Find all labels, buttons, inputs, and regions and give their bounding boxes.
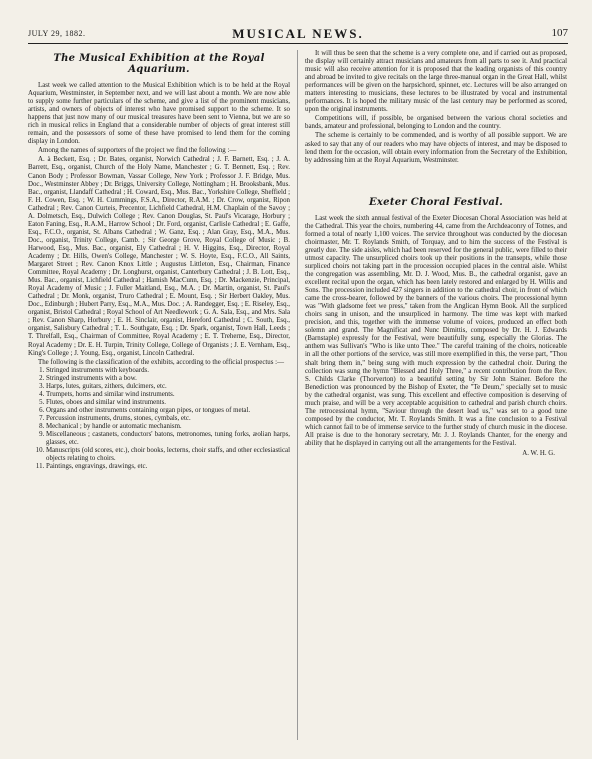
- list-item: 10. Manuscripts (old scores, etc.), choir books, lecterns, choir staffs, and other ecclesiastical objects relating to choirs.: [46, 447, 290, 463]
- exhibit-classification-list: [28, 367, 290, 472]
- paragraph: The scheme is certainly to be commended, and is worthy of all possible support. We are asked to say that any of our readers who may have objects of interest, and may be disposed to lend them for the occasion, will obtain every information from the Secretary of the Exhibition, by addressing him at the Royal Aquarium, Westminster.: [305, 132, 567, 164]
- author-signature: A. W. H. G.: [522, 450, 555, 458]
- paragraph: Last week we called attention to the Musical Exhibition which is to be held at the Royal Aquarium, Westminster, in September next, and we will last about a month. We are now able to supply some further particulars of the scheme, and give a list of the prominent musicians, artists, and owners of objects of interest who have promised support to the scheme. It so happens that just now many of our musical treasures have been sent to Vienna, but we are so rich in musical relics in England that a considerable number of objects of great interest still remain, and the possessors of some of these have promised to lend them for the coming display in London.: [28, 82, 290, 146]
- list-item: 7. Percussion instruments, drums, stones, cymbals, etc.: [46, 415, 290, 423]
- list-item: 9. Miscellaneous ; castanets, conductors' batons, metronomes, tuning forks, æolian harps, glasses, etc.: [46, 431, 290, 447]
- supporters-list: A. à Beckett, Esq. ; Dr. Bates, organist, Norwich Cathedral ; J. F. Barnett, Esq. ; J. A. Barrett, Esq., organist, Church of the Holy Name, Manchester ; G. T. Bennett, Esq. ; Rev. Canon Body ; Professor Bowman, Vassar College, New York ; Professor J. F. Bridge, Mus. Doc., Westminster Abbey ; Dr. Briggs, University College, Nottingham ; H. Brooksbank, Mus. Bac., organist, Llandaff Cathedral ; H. Coward, Esq., Mus. Bac., Yorkshire College, Sheffield ; F. H. Cowen, Esq. ; W. H. Cummings, F.S.A., Director, R.A.M. ; Dr. Crow, organist, Ripon Cathedral ; Rev. Canon Curteis, Precentor, Lichfield Cathedral, H.M. Chaplain of the Savoy ; A. Dolmetsch, Esq., Dulwich College ; Rev. Canon Douglas, St. Paul's Vicarage, Horbury ; Eaton Faning, Esq., R.A.M., Harrow School ; Dr. Ford, organist, Carlisle Cathedral ; E. Gaffe, Esq., F.C.O., organist, St. Albans Cathedral ; W. Ganz, Esq. ; Alan Gray, Esq., M.A., Mus. Doc., organist, Trinity College, Camb. ; Sir George Grove, Royal College of Music ; B. Harwood, Esq., Mus. Bac., organist, Ely Cathedral ; H. V. Higgins, Esq., Director, Royal Academy ; Dr. Hills, Owen's College, Manchester ; W. S. Hoyte, Esq., F.C.O., All Saints, Margaret Street ; Rev. Canon Knox Little ; Augustus Littleton, Esq., Chairman, Finance Committee, Royal Academy ; Dr. Longhurst, organist, Canterbury Cathedral ; J. B. Lott, Esq., Mus. Bac., organist, Lichfield Cathedral ; Hamish MacCunn, Esq. ; Dr. Mackenzie, Principal, Royal Academy of Music ; J. Fuller Maitland, Esq., M.A. ; Dr. Martin, organist, St. Paul's Cathedral ; Dr. Monk, organist, Truro Cathedral ; E. Mount, Esq. ; Sir Herbert Oakley, Mus. Doc., Edinburgh ; Hubert Parry, Esq., M.A., Mus. Doc. ; A. Randegger, Esq. ; E. Riseley, Esq., organist, Bristol Cathedral ; Royal School of Art Needlework ; G. A. Sala, Esq., and Mrs. Sala ; Rev. Canon Sharp, Horbury ; E. H. Sinclair, organist, Hereford Cathedral ; C. South, Esq., organist, Salisbury Cathedral ; T. L. Southgate, Esq. ; Dr. Spark, organist, Town Hall, Leeds ; T. Threlfall, Esq., Chairman of Committee, Royal Academy ; E. T. Treherne, Esq., Director, Royal Academy ; Dr. E. H. Turpin, Trinity College, College of Organists ; J. E. Vernham, Esq., King's College ; J. Young, Esq., organist, Lincoln Cathedral.: [28, 156, 290, 357]
- publication-title: MUSICAL NEWS.: [232, 26, 364, 41]
- paragraph: Among the names of supporters of the project we find the following :—: [38, 147, 237, 155]
- list-item: 4. Trumpets, horns and similar wind instruments.: [46, 391, 290, 399]
- article-heading-exhibition: The Musical Exhibition at the Royal Aquarium.: [53, 53, 265, 75]
- column-divider: [297, 50, 298, 740]
- paragraph: Competitions will, if possible, be organised between the various choral societies and bands, amateur and professional, belonging to London and the country.: [305, 115, 567, 131]
- paragraph: It will thus be seen that the scheme is a very complete one, and if carried out as proposed, the display will certainly attract musicians and amateurs from all parts to see it. And practical music will also receive attention for it is proposed that the leading organists of this country and abroad be invited to give recitals on the large three-manual organ in the Great Hall, whilst performances will be given on the harpsichord, spinnet, etc. Lectures will be also arranged on matters interesting to musicians, these lectures to be illustrated by vocal and instrumental performances. It is hoped the military music of the last century may be performed as scored, upon the original instruments.: [305, 50, 567, 114]
- page-header: [28, 26, 568, 42]
- festival-report: Last week the sixth annual festival of the Exeter Diocesan Choral Association was held at the Cathedral. This year the choirs, numbering 44, came from the Archdeaconry of Totnes, and formed a total of nearly 1,100 voices. The service throughout was conducted by the diocesan choirmaster, Mr. T. Roylands Smith, of Torquay, and to him the success of the Festival is greatly due. The side aisles, which had been reserved for the general public, were filled to their utmost capacity. The unsurpliced choirs took up their positions in the transepts, while those surpliced choirs not taking part in the procession occupied places in the central aisle. Whilst the congregation was assembling, Mr. D. J. Wood, Mus. B., the cathedral organist, gave an excellent recital upon the organ, which has been lately restored and enlarged by H. Willis and Sons. The procession included 427 singers in addition to the cathedral choir, in front of which came the cross-bearer, followed by the banners of the various choirs. The processional hymn was "With gladsome feet we press," taken from the Anglican Hymn Book. All the surpliced choirs sang in unison, and the unsurpliced in harmony. The time was kept with marked precision, and this, together with the immense volume of voices, produced an effect both solemn and grand. The Magnificat and Nunc Dimittis, composed by Dr. H. J. Edwards (Barnstaple) expressly for the Festival, were beautifully sung, especially the Glorias. The anthem was Sullivan's "Who is like unto Thee." The careful training of the choirs, noticeable in all the other portions of the service, was still more exemplified in this, the verse part, "Thou shalt bring them in," being sung with much expression by the cathedral choir. During the collection was sung the hymn "Blessed and Holy Three," a recent contribution from the Rev. S. Childs Clarke (Thorverton) to a beautiful setting by Sir John Stainer. Before the Benediction was pronounced by the Bishop of Exeter, the "Te Deum," specially set to music by the cathedral organist, was sung. This excellent and effective composition is deserving of much praise, and will be a very acceptable acquisition to cathedral and parish church choirs. The retrocessional hymn, "Saviour through the desert lead us," was set to a good tune composed by the conductor, Mr. T. Roylands Smith. It was a fine conclusion to a Festival which cannot fail to be of immense service to the further study of church music in the diocese. All praise is due to the honorary secretary, Mr. J. J. Roylands Chanter, for the energy and ability that he displayed in carrying out all the arrangements for the Festival.: [305, 214, 567, 447]
- list-item: 6. Organs and other instruments containing organ pipes, or tongues of metal.: [46, 407, 290, 415]
- list-item: 2. Stringed instruments with a bow.: [46, 375, 290, 383]
- list-item: 5. Flutes, oboes and similar wind instruments.: [46, 399, 290, 407]
- header-rule: [28, 43, 568, 44]
- left-column: [28, 50, 290, 471]
- paragraph: The following is the classification of the exhibits, according to the official prospectus :—: [38, 358, 284, 366]
- right-column: [305, 50, 567, 458]
- issue-date: JULY 29, 1882.: [28, 29, 86, 38]
- page-number: 107: [551, 27, 568, 39]
- list-item: 11. Paintings, engravings, drawings, etc.: [46, 463, 290, 471]
- list-item: 1. Stringed instruments with keyboards.: [46, 367, 290, 375]
- list-item: 8. Mechanical ; by handle or automatic mechanism.: [46, 423, 290, 431]
- list-item: 3. Harps, lutes, guitars, zithers, dulcimers, etc.: [46, 383, 290, 391]
- article-heading-festival: Exeter Choral Festival.: [368, 196, 504, 208]
- section-gap: [305, 166, 567, 194]
